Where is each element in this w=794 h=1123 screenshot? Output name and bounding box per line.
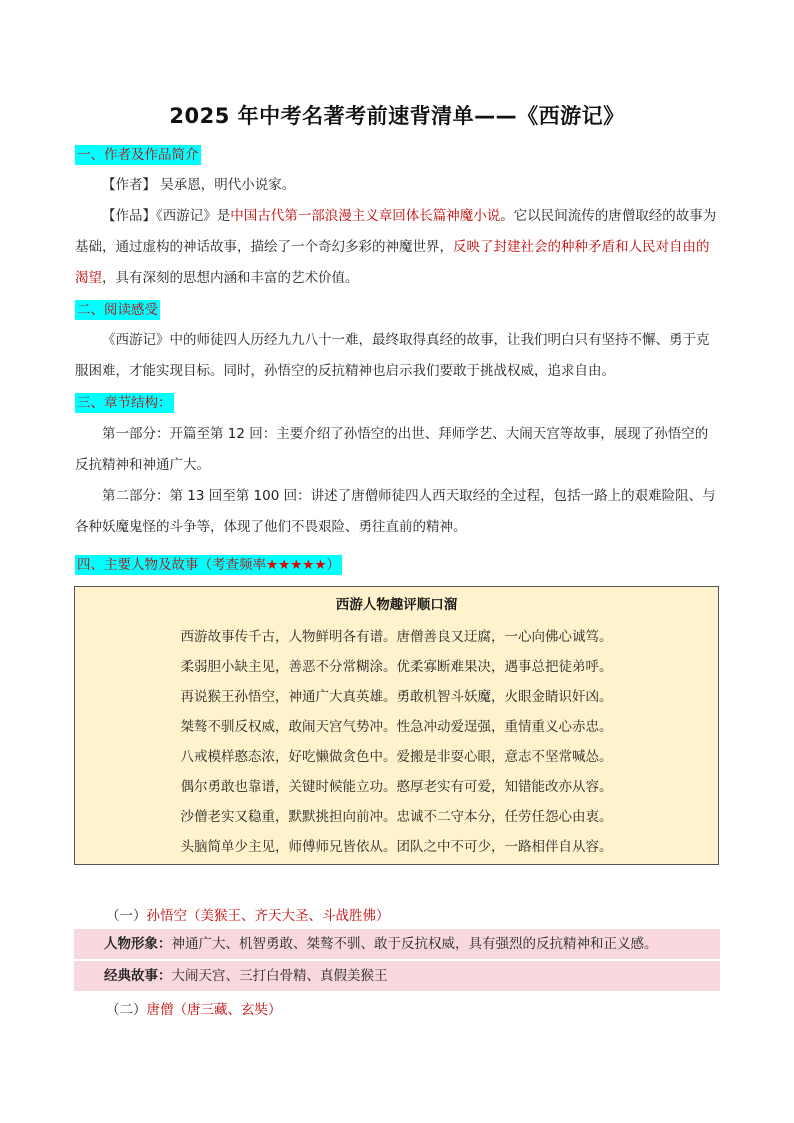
char1-image-label: 人物形象： [104, 936, 172, 952]
char1-story-row [74, 961, 720, 991]
char1-story-label: 经典故事： [104, 968, 172, 984]
poem-box [74, 586, 719, 865]
work-text-1: 《西游记》是 [156, 208, 231, 224]
char1-story-text: 大闹天宫、三打白骨精、真假美猴王 [171, 968, 388, 984]
char1-image-row [74, 929, 720, 959]
frequency-label: 考查频率 [212, 557, 266, 573]
section-heading-reading: 二、阅读感受 [77, 302, 158, 318]
frequency-stars: ★★★★★ [266, 557, 327, 573]
work-text-2: 。它以民间流传的唐僧取经的故事为基础，通过虚构的神话故事，描绘了一个奇幻多彩的神魔世界， [75, 208, 717, 255]
char2-name: 唐僧（唐三藏、玄奘） [146, 1002, 282, 1018]
poem-line: 西游故事传千古，人物鲜明各有谱。唐僧善良又迂腐，一心向佛心诚笃。 [180, 629, 613, 645]
section4-suffix: ） [326, 557, 341, 573]
char2-prefix: （二） [106, 1002, 147, 1018]
work-label: 【作品】 [102, 208, 156, 224]
work-paragraph [75, 201, 720, 294]
page-title: 2025 年中考名著考前速背清单——《西游记》 [169, 104, 625, 128]
reading-paragraph: 《西游记》中的师徒四人历经九九八十一难，最终取得真经的故事，让我们明白只有坚持不懈、勇于克服困难，才能实现目标。同时，孙悟空的反抗精神也启示我们要敢于挑战权威，追求自由。 [75, 332, 710, 379]
char1-prefix: （一） [106, 908, 147, 924]
structure-part2: 第二部分：第 13 回至第 100 回：讲述了唐僧师徒四人西天取经的全过程，包括一路上的艰难险阻、与各种妖魔鬼怪的斗争等，体现了他们不畏艰险、勇往直前的精神。 [75, 488, 716, 535]
char1-name: 孙悟空（美猴王、齐天大圣、斗战胜佛） [146, 908, 390, 924]
character-heading-sunwukong [106, 904, 390, 924]
poem-line: 头脑简单少主见，师傅师兄皆依从。团队之中不可少，一路相伴自从容。 [180, 839, 613, 855]
author-paragraph [75, 170, 720, 201]
char1-image-text: 神通广大、机智勇敢、桀骜不驯、敢于反抗权威，具有强烈的反抗精神和正义感。 [171, 936, 658, 952]
poem-line: 沙僧老实又稳重，默默挑担向前冲。忠诚不二守本分，任劳任怨心由衷。 [180, 809, 613, 825]
author-text: 吴承恩，明代小说家。 [156, 177, 296, 193]
poem-line: 桀骜不驯反权威，敢闹天宫气势冲。性急冲动爱逞强，重情重义心赤忠。 [180, 719, 613, 735]
poem-line: 柔弱胆小缺主见，善恶不分常糊涂。优柔寡断难果决，遇事总把徒弟呼。 [180, 659, 613, 675]
poem-line: 再说猴王孙悟空，神通广大真英雄。勇敢机智斗妖魔，火眼金睛识奸凶。 [180, 689, 613, 705]
work-highlight-1: 中国古代第一部浪漫主义章回体长篇神魔小说 [230, 208, 501, 224]
character-heading-tangseng [106, 998, 282, 1018]
section-heading-author: 一、作者及作品简介 [77, 147, 199, 163]
poem-line: 偶尔勇敢也靠谱，关键时候能立功。憨厚老实有可爱，知错能改亦从容。 [180, 779, 613, 795]
work-highlight-2: 反映了封建社会的种种矛盾和人民对自由的渴望 [75, 239, 710, 286]
work-text-3: ，具有深刻的思想内涵和丰富的艺术价值。 [102, 270, 359, 286]
section4-prefix: 四、主要人物及故事（ [77, 557, 212, 573]
section-heading-structure: 三、章节结构： [77, 395, 172, 411]
author-label: 【作者】 [102, 177, 156, 193]
poem-line: 八戒模样憨态浓，好吃懒做贪色中。爱搬是非耍心眼，意志不坚常喊怂。 [180, 749, 613, 765]
poem-title: 西游人物趣评顺口溜 [335, 597, 458, 613]
structure-part1: 第一部分：开篇至第 12 回：主要介绍了孙悟空的出世、拜师学艺、大闹天宫等故事，展现了孙悟空的反抗精神和神通广大。 [75, 426, 709, 473]
section-heading-characters [75, 555, 342, 575]
